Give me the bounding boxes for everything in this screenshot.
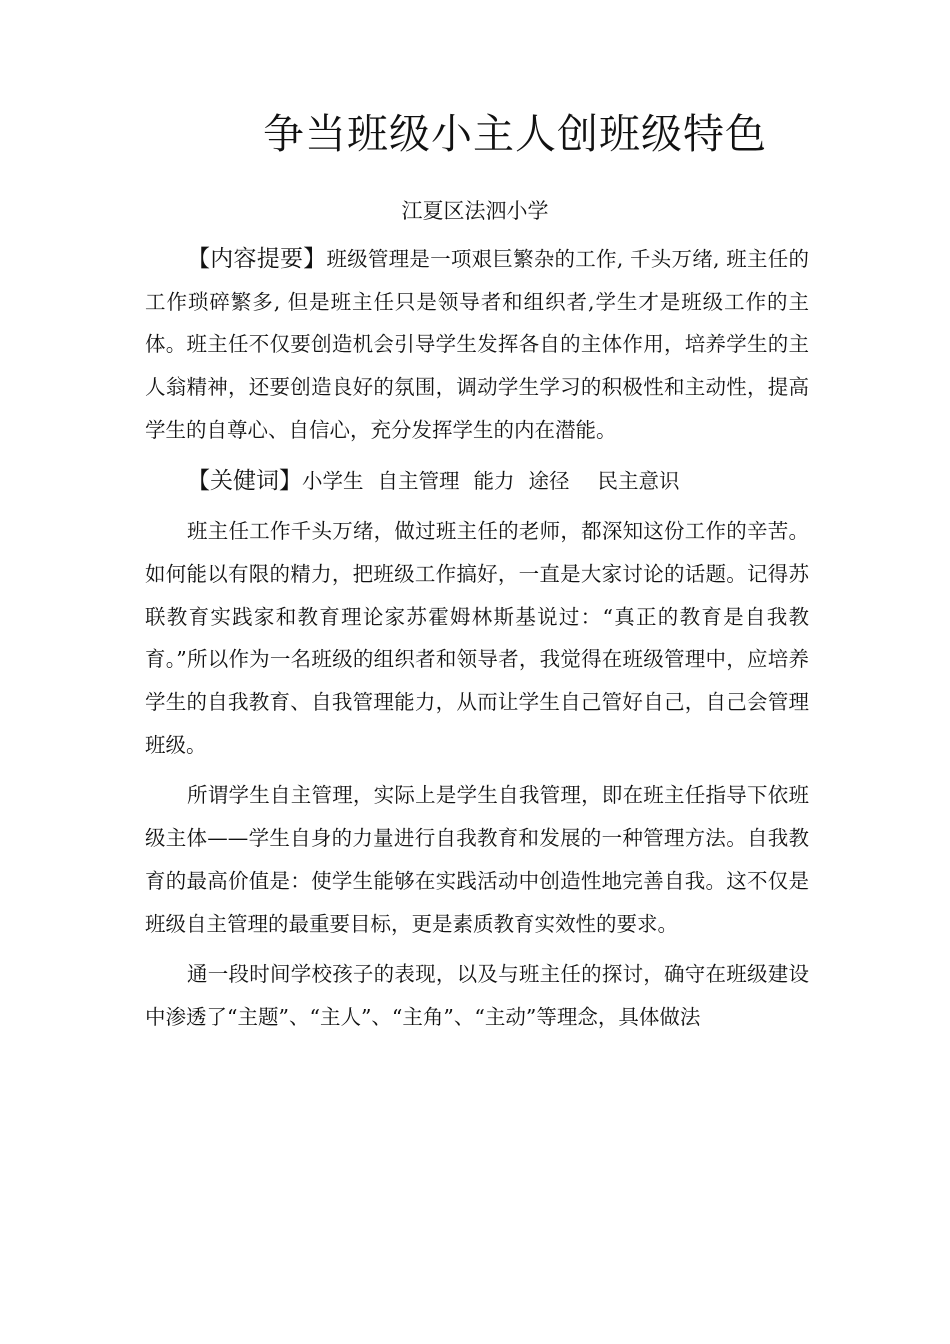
document-title: 争当班级小主人创班级特色: [263, 110, 767, 158]
abstract-paragraph: [145, 238, 809, 452]
abstract-label: 【内容提要】: [187, 246, 327, 272]
keyword: 民主意识: [597, 468, 680, 493]
keywords-label: 【关健词】: [187, 467, 302, 494]
body-paragraph: 通一段时间学校孩子的表现，以及与班主任的探讨，确守在班级建设中渗透了“主题”、“主人”、“主角”、“主动”等理念，具体做法: [145, 962, 809, 1029]
abstract-text: 班级管理是一项艰巨繁杂的工作, 千头万绪, 班主任的工作琐碎繁多, 但是班主任只是领导者和组织者,学生才是班级工作的主体。班主任不仅要创造机会引导学生发挥各自的主体作用，培养学生的主人翁精神，还要创造良好的氛围，调动学生学习的积极性和主动性，提高学生的自尊心、自信心，充分发挥学生的内在潜能。: [145, 247, 809, 442]
keyword: 小学生: [302, 468, 364, 493]
body-paragraph: 班主任工作千头万绪，做过班主任的老师，都深知这份工作的辛苦。如何能以有限的精力，把班级工作搞好，一直是大家讨论的话题。记得苏联教育实践家和教育理论家苏霍姆林斯基说过：“真正的教育是自我教育。”所以作为一名班级的组织者和领导者，我觉得在班级管理中，应培养学生的自我教育、自我管理能力，从而让学生自己管好自己，自己会管理班级。: [145, 519, 809, 757]
keywords-line: [145, 460, 809, 503]
keyword: 途径: [528, 468, 570, 493]
keyword: 能力: [473, 468, 515, 493]
body-paragraph: 所谓学生自主管理，实际上是学生自我管理，即在班主任指导下依班级主体——学生自身的力量进行自我教育和发展的一种管理方法。自我教育的最高价值是：使学生能够在实践活动中创造性地完善自我。这不仅是班级自主管理的最重要目标，更是素质教育实效性的要求。: [145, 783, 809, 936]
document-body: [145, 238, 809, 1047]
keyword: 自主管理: [377, 468, 460, 493]
author-line: 江夏区法泗小学: [401, 199, 549, 223]
